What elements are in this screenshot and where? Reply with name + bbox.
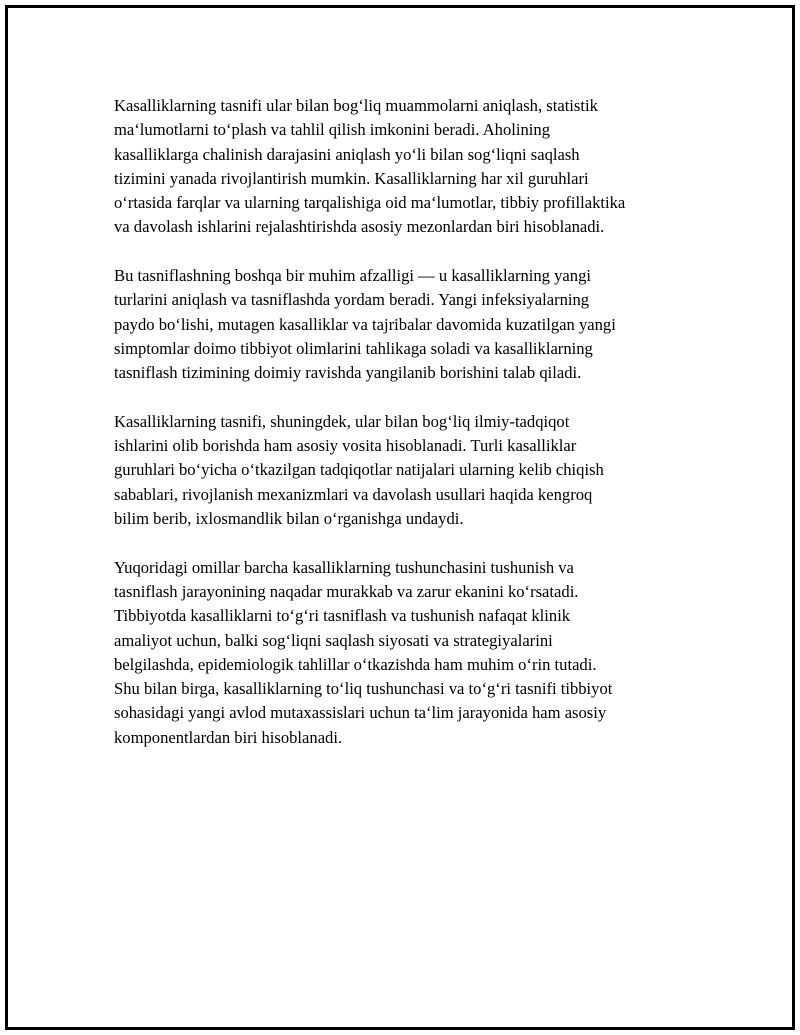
text-line: turlarini aniqlash va tasniflashda yordam beradi. Yangi infeksiyalarning bbox=[114, 290, 590, 310]
text-line: kasalliklarga chalinish darajasini aniqlash yo‘li bilan sog‘liqni saqlash bbox=[114, 144, 580, 164]
text-line: sohasidagi yangi avlod mutaxassislari uchun ta‘lim jarayonida ham asosiy bbox=[114, 703, 607, 723]
text-line: Kasalliklarning tasnifi ular bilan bog‘liq muammolarni aniqlash, statistik bbox=[114, 96, 598, 115]
text-line: va davolash ishlarini rejalashtirishda asosiy mezonlardan biri hisoblanadi. bbox=[114, 217, 605, 237]
text-line: ishlarini olib borishda ham asosiy vosita hisoblanadi. Turli kasalliklar bbox=[114, 436, 577, 456]
paragraph-2 bbox=[114, 264, 694, 385]
text-line: Bu tasniflashning boshqa bir muhim afzalligi — u kasalliklarning yangi bbox=[114, 266, 591, 286]
paragraph-4 bbox=[114, 556, 694, 750]
document-body bbox=[114, 94, 694, 774]
text-line: belgilashda, epidemiologik tahlillar o‘tkazishda ham muhim o‘rin tutadi. bbox=[114, 654, 597, 674]
text-line: Shu bilan birga, kasalliklarning to‘liq tushunchasi va to‘g‘ri tasnifi tibbiyot bbox=[114, 679, 613, 699]
paragraph-3 bbox=[114, 410, 694, 531]
text-line: tizimini yanada rivojlantirish mumkin. Kasalliklarning har xil guruhlari bbox=[114, 168, 589, 188]
text-line: o‘rtasida farqlar va ularning tarqalishiga oid ma‘lumotlar, tibbiy profillaktika bbox=[114, 193, 626, 213]
text-line: amaliyot uchun, balki sog‘liqni saqlash siyosati va strategiyalarini bbox=[114, 630, 553, 650]
text-line: simptomlar doimo tibbiyot olimlarini tahlikaga soladi va kasalliklarning bbox=[114, 338, 593, 358]
text-line: bilim berib, ixlosmandlik bilan o‘rganishga undaydi. bbox=[114, 509, 464, 529]
text-line: guruhlari bo‘yicha o‘tkazilgan tadqiqotlar natijalari ularning kelib chiqish bbox=[114, 460, 604, 480]
text-line: paydo bo‘lishi, mutagen kasalliklar va tajribalar davomida kuzatilgan yangi bbox=[114, 314, 616, 334]
text-line: tasniflash jarayonining naqadar murakkab va zarur ekanini ko‘rsatadi. bbox=[114, 581, 579, 601]
text-line: Yuqoridagi omillar barcha kasalliklarning tushunchasini tushunish va bbox=[114, 557, 574, 577]
text-line: Kasalliklarning tasnifi, shuningdek, ular bilan bog‘liq ilmiy-tadqiqot bbox=[114, 411, 570, 431]
text-line: komponentlardan biri hisoblanadi. bbox=[114, 727, 343, 747]
paragraph-1 bbox=[114, 94, 694, 240]
text-line: Tibbiyotda kasalliklarni to‘g‘ri tasniflash va tushunish nafaqat klinik bbox=[114, 606, 571, 626]
text-line: ma‘lumotlarni to‘plash va tahlil qilish imkonini beradi. Aholining bbox=[114, 120, 550, 140]
text-line: sabablari, rivojlanish mexanizmlari va davolash usullari haqida kengroq bbox=[114, 484, 593, 504]
text-line: tasniflash tizimining doimiy ravishda yangilanib borishini talab qiladi. bbox=[114, 363, 582, 383]
